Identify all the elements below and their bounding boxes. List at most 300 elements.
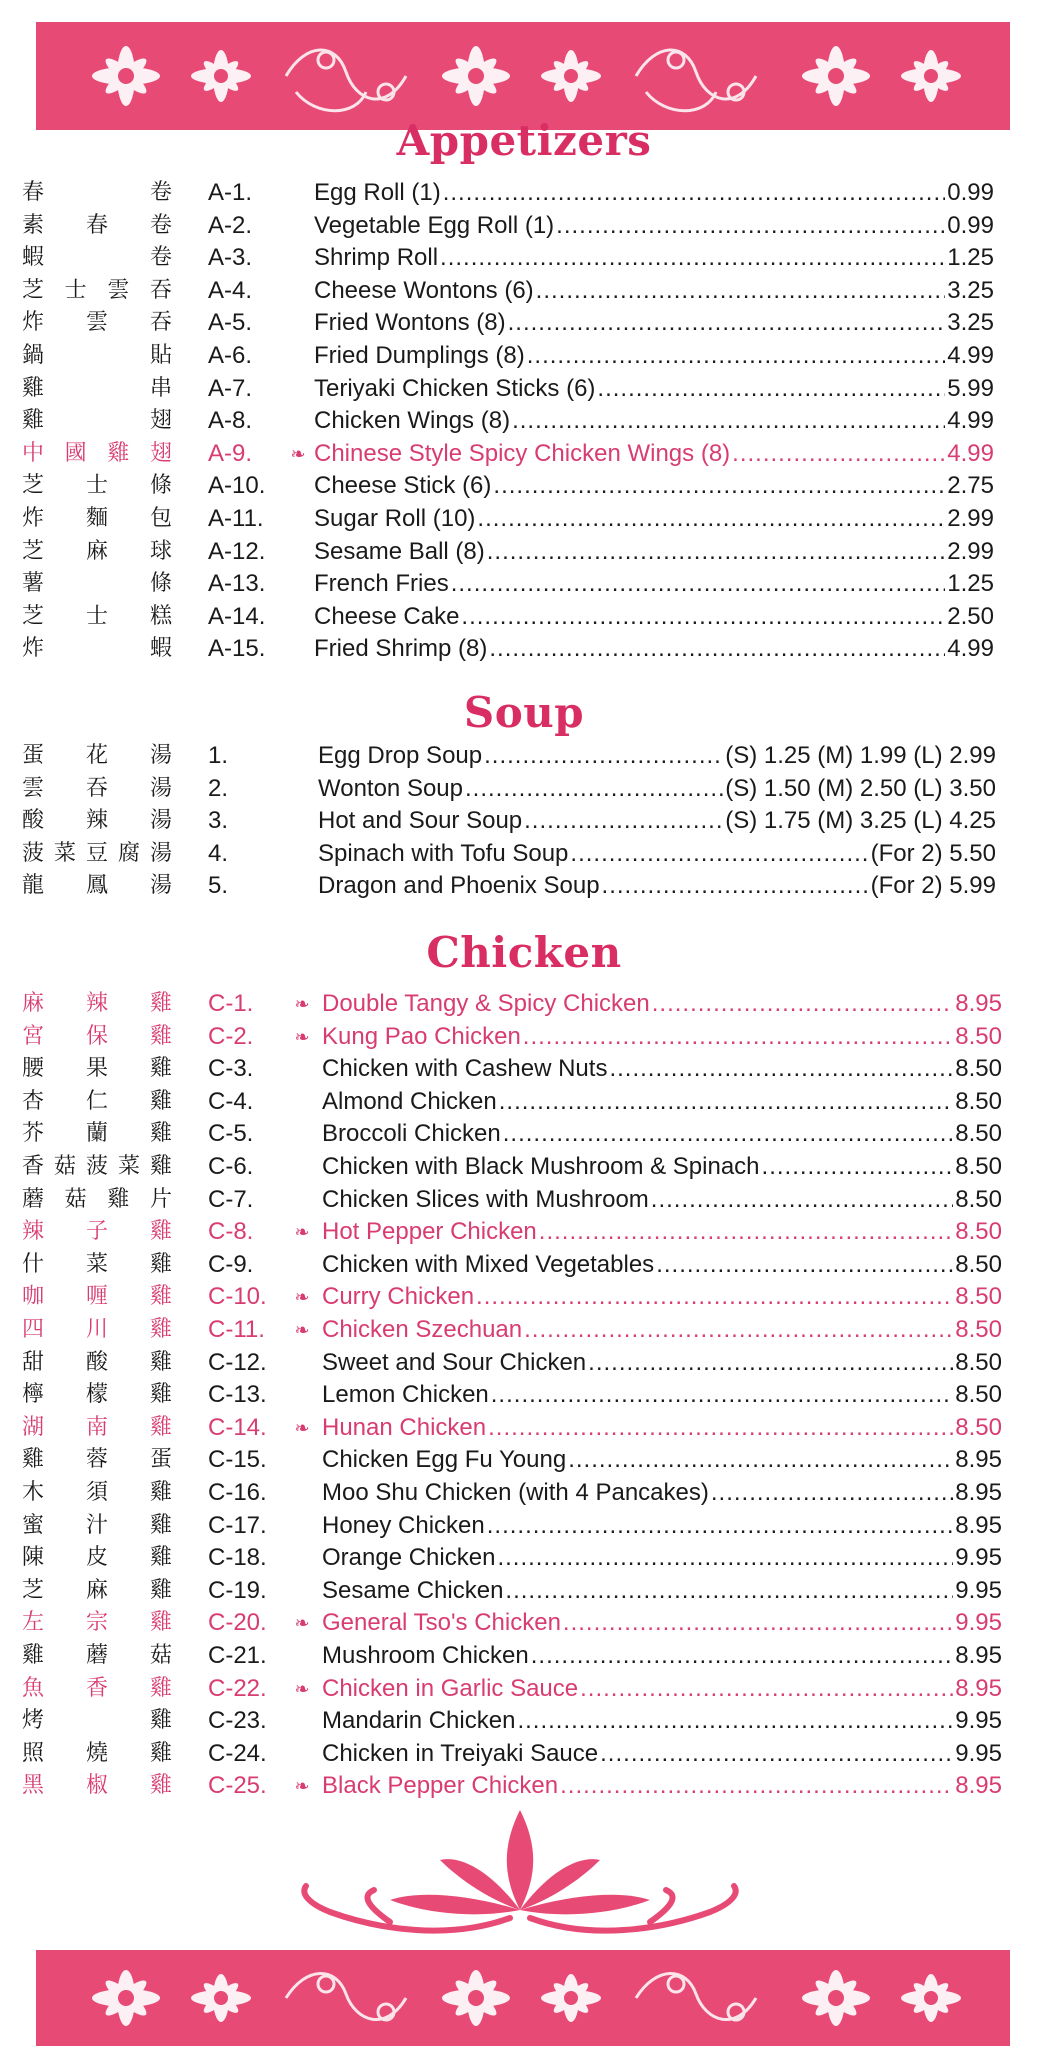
item-price: 5.99 <box>947 374 994 402</box>
menu-item <box>0 1705 1048 1737</box>
item-line <box>318 740 996 772</box>
item-line <box>322 1379 1002 1411</box>
item-name: Lemon Chicken <box>322 1381 489 1409</box>
chinese-character: 宮 <box>22 1023 45 1049</box>
menu-item <box>0 503 1048 535</box>
item-price: 8.95 <box>955 1446 1002 1474</box>
item-line <box>314 210 994 242</box>
chinese-name <box>22 1738 172 1770</box>
chinese-character: 雞 <box>149 1382 172 1408</box>
chinese-character: 素 <box>22 212 45 238</box>
item-price: 8.50 <box>955 1022 1002 1050</box>
chinese-character: 雞 <box>149 991 172 1016</box>
menu-item <box>0 740 1048 772</box>
chinese-character: 什 <box>22 1251 45 1277</box>
item-code: 4. <box>208 839 229 867</box>
chinese-character: 鍋 <box>22 343 45 368</box>
chinese-character: 麻 <box>85 538 108 564</box>
item-name: Sesame Ball (8) <box>314 537 485 565</box>
chinese-character: 麻 <box>22 991 45 1016</box>
chinese-character: 雞 <box>149 1545 172 1571</box>
item-price: 3.25 <box>947 309 994 337</box>
chinese-character: 芝 <box>22 473 45 499</box>
chinese-character: 咖 <box>22 1284 45 1310</box>
item-line <box>322 1216 1002 1248</box>
chinese-character: 菜 <box>117 1154 140 1179</box>
chinese-character: 士 <box>85 473 108 499</box>
dot-leader <box>440 242 945 274</box>
chinese-character: 蛋 <box>22 743 45 768</box>
dot-leader <box>762 1151 954 1183</box>
chinese-character: 蓉 <box>85 1447 108 1473</box>
item-line <box>322 1249 1002 1281</box>
chinese-name <box>22 988 172 1020</box>
item-line <box>314 438 994 470</box>
chinese-character: 吞 <box>149 277 172 303</box>
chinese-name <box>22 1640 172 1672</box>
dot-leader <box>484 740 723 772</box>
item-price: 8.95 <box>955 990 1002 1017</box>
item-line <box>322 1510 1002 1542</box>
chinese-character: 雞 <box>149 1349 172 1375</box>
item-code: A-13. <box>208 570 266 598</box>
item-code: C-16. <box>208 1479 267 1506</box>
menu-item <box>0 1249 1048 1281</box>
menu-item <box>0 1086 1048 1118</box>
dot-leader <box>493 470 945 502</box>
section-title-appetizers: Appetizers <box>396 116 652 165</box>
chinese-name <box>22 838 172 870</box>
item-price: 4.99 <box>947 342 994 369</box>
chinese-name <box>22 340 172 372</box>
chinese-character: 春 <box>22 180 45 205</box>
chinese-character: 甜 <box>22 1349 45 1375</box>
dot-leader <box>443 177 946 209</box>
item-code: 2. <box>208 774 229 802</box>
chinese-name <box>22 1118 172 1150</box>
menu-item <box>0 275 1048 307</box>
chinese-character: 腐 <box>117 840 140 866</box>
dot-leader <box>524 805 723 837</box>
chinese-character: 雞 <box>149 1284 172 1310</box>
chinese-character: 蜜 <box>22 1512 45 1538</box>
chinese-character: 香 <box>22 1154 45 1179</box>
chili-pepper-icon: ❧ <box>294 1287 310 1308</box>
dot-leader <box>570 838 868 870</box>
dot-leader <box>563 1607 953 1639</box>
chili-pepper-icon: ❧ <box>294 1320 310 1340</box>
item-code: C-9. <box>208 1250 254 1278</box>
item-line <box>322 1118 1002 1150</box>
item-code: C-2. <box>208 1022 254 1050</box>
item-price: 3.25 <box>947 276 994 304</box>
menu-item <box>0 373 1048 405</box>
chinese-character: 陳 <box>22 1545 45 1571</box>
chinese-character: 雞 <box>149 1251 172 1277</box>
chinese-name <box>22 1412 172 1444</box>
item-code: A-2. <box>208 211 253 239</box>
chinese-character: 蛋 <box>149 1447 172 1473</box>
chinese-character: 四 <box>22 1317 45 1342</box>
dot-leader <box>508 307 946 339</box>
item-price: (For 2) 5.99 <box>870 872 996 900</box>
chinese-name <box>22 1347 172 1379</box>
item-price: 8.50 <box>955 1413 1002 1441</box>
dot-leader <box>489 633 945 665</box>
dot-leader <box>711 1477 953 1509</box>
item-price: 8.50 <box>955 1250 1002 1278</box>
bottom-floral-banner <box>36 1950 1010 2046</box>
item-line <box>322 1347 1002 1379</box>
chinese-character: 雞 <box>149 1154 172 1179</box>
chili-pepper-icon: ❧ <box>294 1222 310 1243</box>
item-code: A-15. <box>208 635 266 663</box>
menu-item <box>0 1607 1048 1639</box>
menu-item <box>0 470 1048 502</box>
item-line <box>314 177 994 209</box>
chinese-character: 菠 <box>85 1154 108 1179</box>
chinese-name <box>22 1184 172 1216</box>
item-code: C-7. <box>208 1185 254 1213</box>
item-line <box>322 1086 1002 1118</box>
item-name: Chicken with Black Mushroom & Spinach <box>322 1153 760 1180</box>
chinese-character: 雞 <box>149 1023 172 1049</box>
chinese-character: 宗 <box>85 1610 108 1636</box>
dot-leader <box>503 1118 954 1150</box>
item-code: C-11. <box>208 1316 265 1343</box>
chinese-character: 黑 <box>22 1773 45 1799</box>
chinese-character: 士 <box>64 277 87 303</box>
chinese-character: 湯 <box>149 808 172 834</box>
item-price: 9.95 <box>955 1544 1002 1572</box>
chinese-character: 龍 <box>22 873 45 899</box>
chinese-character: 南 <box>85 1414 108 1440</box>
chinese-character: 麵 <box>85 506 108 531</box>
item-code: A-7. <box>208 374 253 402</box>
item-line <box>318 870 996 902</box>
item-code: 1. <box>208 742 229 769</box>
dot-leader <box>651 1184 954 1216</box>
menu-item <box>0 601 1048 633</box>
item-code: C-17. <box>208 1511 267 1539</box>
chili-pepper-icon: ❧ <box>294 1417 310 1438</box>
chili-pepper-icon: ❧ <box>294 994 310 1014</box>
item-price: 2.99 <box>947 537 994 565</box>
dot-leader <box>465 773 723 805</box>
chinese-character: 湯 <box>149 873 172 899</box>
menu-item <box>0 438 1048 470</box>
chinese-name <box>22 1053 172 1085</box>
item-name: Orange Chicken <box>322 1544 496 1572</box>
menu-item <box>0 242 1048 274</box>
item-code: C-23. <box>208 1707 267 1735</box>
item-line <box>318 838 996 870</box>
item-line <box>314 340 994 372</box>
item-line <box>322 1184 1002 1216</box>
item-line <box>322 988 1002 1020</box>
item-price: 8.50 <box>955 1348 1002 1376</box>
dot-leader <box>568 1444 953 1476</box>
chinese-character: 卷 <box>149 212 172 238</box>
dot-leader <box>527 340 946 372</box>
chinese-character: 辣 <box>22 1219 45 1245</box>
item-price: 8.50 <box>955 1381 1002 1409</box>
dot-leader <box>556 210 945 242</box>
item-price: 4.99 <box>947 407 994 435</box>
dot-leader <box>652 988 954 1020</box>
item-line <box>322 1412 1002 1444</box>
item-code: 5. <box>208 872 229 900</box>
chinese-character: 貼 <box>149 343 172 368</box>
dot-leader <box>476 1281 953 1313</box>
chinese-character: 卷 <box>149 180 172 205</box>
chinese-name <box>22 275 172 307</box>
chinese-character: 國 <box>64 440 87 466</box>
item-price: 9.95 <box>955 1707 1002 1735</box>
menu-item <box>0 1281 1048 1313</box>
chinese-character: 芥 <box>22 1121 45 1147</box>
dot-leader <box>461 601 945 633</box>
chinese-character: 串 <box>149 375 172 401</box>
chinese-name <box>22 210 172 242</box>
chinese-character: 士 <box>85 603 108 629</box>
chinese-character: 酸 <box>85 1349 108 1375</box>
chinese-character: 檬 <box>85 1382 108 1408</box>
dot-leader <box>588 1347 953 1379</box>
chinese-name <box>22 870 172 902</box>
item-price: 8.95 <box>955 1479 1002 1506</box>
chinese-character: 雞 <box>149 1740 172 1766</box>
chinese-character: 蘭 <box>85 1121 108 1147</box>
chinese-character: 雞 <box>149 1675 172 1701</box>
chinese-name <box>22 1379 172 1411</box>
chinese-character: 雲 <box>107 277 130 303</box>
item-line <box>318 773 996 805</box>
item-line <box>314 275 994 307</box>
menu-item <box>0 307 1048 339</box>
chinese-name <box>22 438 172 470</box>
menu-item <box>0 1021 1048 1053</box>
menu-item <box>0 340 1048 372</box>
item-price: 4.99 <box>947 439 994 467</box>
menu-item <box>0 177 1048 209</box>
dot-leader <box>602 870 869 902</box>
item-line <box>322 1477 1002 1509</box>
item-name: Cheese Wontons (6) <box>314 276 534 304</box>
item-code: C-24. <box>208 1739 267 1767</box>
item-name: Chicken in Garlic Sauce <box>322 1674 579 1702</box>
item-name: Hot and Sour Soup <box>318 807 523 835</box>
item-code: C-10. <box>208 1283 267 1311</box>
item-price: 1.25 <box>947 244 994 272</box>
menu-item <box>0 1575 1048 1607</box>
dot-leader <box>524 1314 953 1346</box>
chinese-character: 炸 <box>22 636 45 662</box>
item-price: 8.50 <box>955 1218 1002 1246</box>
item-price: 8.50 <box>955 1055 1002 1083</box>
item-code: C-6. <box>208 1153 254 1180</box>
floral-ornament-icon <box>270 1800 770 1940</box>
chinese-character: 左 <box>22 1610 45 1636</box>
item-line <box>314 568 994 600</box>
dot-leader <box>497 1542 953 1574</box>
item-price: 8.50 <box>955 1283 1002 1311</box>
item-line <box>314 307 994 339</box>
chinese-name <box>22 373 172 405</box>
menu-item <box>0 805 1048 837</box>
chinese-character: 雞 <box>149 1121 172 1147</box>
chinese-character: 雞 <box>149 1056 172 1082</box>
floral-pattern-icon <box>36 1950 1010 2046</box>
item-code: C-18. <box>208 1544 267 1572</box>
item-code: A-5. <box>208 309 253 337</box>
item-name: Almond Chicken <box>322 1087 497 1115</box>
item-code: C-14. <box>208 1413 267 1441</box>
chinese-name <box>22 1673 172 1705</box>
chinese-name <box>22 1151 172 1183</box>
chinese-character: 湯 <box>149 840 172 866</box>
item-price: 9.95 <box>955 1609 1002 1637</box>
item-line <box>314 503 994 535</box>
item-name: Egg Roll (1) <box>314 179 441 206</box>
item-price: 8.50 <box>955 1087 1002 1115</box>
chinese-character: 麻 <box>85 1577 108 1603</box>
chili-pepper-icon: ❧ <box>294 1776 310 1797</box>
chinese-character: 糕 <box>149 603 172 629</box>
chinese-character: 子 <box>85 1219 108 1245</box>
menu-item <box>0 1118 1048 1150</box>
dot-leader <box>539 1216 954 1248</box>
menu-item <box>0 838 1048 870</box>
item-name: Chicken in Treiyaki Sauce <box>322 1739 599 1767</box>
item-code: C-20. <box>208 1609 267 1637</box>
item-price: (S) 1.50 (M) 2.50 (L) 3.50 <box>725 774 996 802</box>
dot-leader <box>505 1575 953 1607</box>
chinese-name <box>22 242 172 274</box>
chinese-character: 雞 <box>149 1088 172 1114</box>
chinese-character: 杏 <box>22 1088 45 1114</box>
chinese-character: 蝦 <box>22 245 45 271</box>
item-name: Mushroom Chicken <box>322 1642 529 1669</box>
chinese-character: 皮 <box>85 1545 108 1571</box>
chinese-character: 椒 <box>85 1773 108 1799</box>
item-code: A-9. <box>208 439 253 467</box>
chinese-name <box>22 1477 172 1509</box>
chinese-character: 雞 <box>149 1610 172 1636</box>
item-code: C-25. <box>208 1772 267 1800</box>
chinese-character: 雞 <box>149 1480 172 1505</box>
item-line <box>314 405 994 437</box>
item-name: Fried Wontons (8) <box>314 309 506 337</box>
menu-item <box>0 1184 1048 1216</box>
dot-leader <box>523 1021 953 1053</box>
item-code: C-5. <box>208 1120 254 1148</box>
item-name: Honey Chicken <box>322 1511 485 1539</box>
dot-leader <box>560 1770 953 1802</box>
chinese-character: 木 <box>22 1480 45 1505</box>
item-name: Hot Pepper Chicken <box>322 1218 537 1246</box>
item-line <box>314 373 994 405</box>
menu-item <box>0 1412 1048 1444</box>
dot-leader <box>487 536 946 568</box>
chinese-name <box>22 1249 172 1281</box>
item-line <box>322 1314 1002 1346</box>
chinese-character: 春 <box>85 212 108 238</box>
chinese-character: 芝 <box>22 1577 45 1603</box>
item-line <box>322 1542 1002 1574</box>
item-code: C-1. <box>208 990 254 1017</box>
chinese-character: 薯 <box>22 571 45 597</box>
chinese-name <box>22 805 172 837</box>
chinese-character: 保 <box>85 1023 108 1049</box>
chinese-character: 炸 <box>22 506 45 531</box>
item-price: (S) 1.25 (M) 1.99 (L) 2.99 <box>725 742 996 769</box>
chinese-character: 魚 <box>22 1675 45 1701</box>
item-code: C-13. <box>208 1381 267 1409</box>
chinese-character: 雞 <box>107 1186 130 1212</box>
item-price: 0.99 <box>947 179 994 206</box>
menu-item <box>0 568 1048 600</box>
chinese-name <box>22 601 172 633</box>
dot-leader <box>499 1086 954 1118</box>
item-name: Broccoli Chicken <box>322 1120 501 1148</box>
menu-item <box>0 1379 1048 1411</box>
item-name: Chicken Szechuan <box>322 1316 523 1343</box>
chili-pepper-icon: ❧ <box>294 1026 310 1047</box>
chinese-character: 辣 <box>85 808 108 834</box>
item-name: Vegetable Egg Roll (1) <box>314 211 555 239</box>
chinese-character: 吞 <box>85 775 108 801</box>
item-name: Teriyaki Chicken Sticks (6) <box>314 374 596 402</box>
chinese-name <box>22 1770 172 1802</box>
item-price: 8.50 <box>955 1185 1002 1213</box>
chinese-character: 雞 <box>149 1317 172 1342</box>
item-line <box>314 242 994 274</box>
chinese-character: 雲 <box>85 310 108 336</box>
item-price: 8.50 <box>955 1316 1002 1343</box>
chinese-character: 酸 <box>22 808 45 834</box>
chinese-character: 條 <box>149 473 172 499</box>
chinese-character: 鳳 <box>85 873 108 899</box>
item-code: C-19. <box>208 1576 267 1604</box>
item-code: A-10. <box>208 472 266 500</box>
chinese-name <box>22 1705 172 1737</box>
item-code: C-15. <box>208 1446 267 1474</box>
chinese-character: 球 <box>149 538 172 564</box>
menu-item <box>0 536 1048 568</box>
item-code: A-8. <box>208 407 253 435</box>
chinese-name <box>22 1021 172 1053</box>
item-name: Chicken Slices with Mushroom <box>322 1185 649 1213</box>
chinese-character: 條 <box>149 571 172 597</box>
item-code: A-12. <box>208 537 266 565</box>
menu-item <box>0 1053 1048 1085</box>
item-name: Sugar Roll (10) <box>314 505 476 532</box>
item-name: Fried Dumplings (8) <box>314 342 525 369</box>
dot-leader <box>451 568 946 600</box>
item-price: 0.99 <box>947 211 994 239</box>
item-name: Shrimp Roll <box>314 244 439 272</box>
menu-item <box>0 1770 1048 1802</box>
dot-leader <box>512 405 945 437</box>
chinese-character: 川 <box>85 1317 108 1342</box>
chinese-name <box>22 740 172 772</box>
chinese-name <box>22 1607 172 1639</box>
chinese-name <box>22 307 172 339</box>
dot-leader <box>487 1510 954 1542</box>
dot-leader <box>488 1412 953 1444</box>
chinese-character: 辣 <box>85 991 108 1016</box>
